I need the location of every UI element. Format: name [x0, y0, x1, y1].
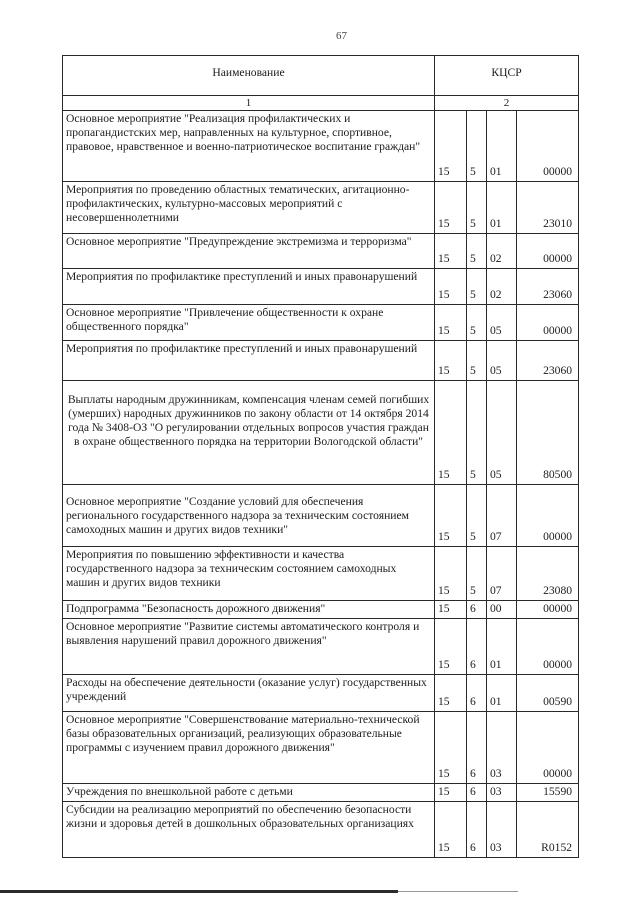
code-direction: 00000: [517, 305, 579, 341]
code-direction: 00000: [517, 111, 579, 182]
code-direction: 80500: [517, 381, 579, 485]
code-event: 03: [487, 802, 517, 858]
code-direction: 00000: [517, 601, 579, 619]
table-row: [63, 485, 579, 547]
code-direction: 23060: [517, 269, 579, 305]
table-row: [63, 784, 579, 802]
code-event: 03: [487, 784, 517, 802]
code-subprogram: 6: [467, 601, 487, 619]
row-name: Субсидии на реализацию мероприятий по обеспечению безопасности жизни и здоровья детей в дошкольных образовательных организациях: [63, 802, 435, 858]
table-row: [63, 712, 579, 784]
row-name: Мероприятия по повышению эффективности и качества государственного надзора за техническим состоянием самоходных машин и других видов техники: [63, 547, 435, 601]
column-number-2: 2: [435, 96, 579, 111]
code-event: 05: [487, 381, 517, 485]
code-event: 00: [487, 601, 517, 619]
row-name: Расходы на обеспечение деятельности (оказание услуг) государственных учреждений: [63, 675, 435, 712]
code-subprogram: 5: [467, 234, 487, 269]
row-name: Мероприятия по профилактике преступлений и иных правонарушений: [63, 269, 435, 305]
table-row: [63, 182, 579, 234]
code-direction: 15590: [517, 784, 579, 802]
code-direction: 23080: [517, 547, 579, 601]
row-name: Основное мероприятие "Реализация профилактических и пропагандистских мер, направленных на культурное, спортивное, правовое, нравственное и военно-патриотическое воспитание граждан": [63, 111, 435, 182]
row-name: Основное мероприятие "Привлечение общественности к охране общественного порядка": [63, 305, 435, 341]
row-name: Основное мероприятие "Предупреждение экстремизма и терроризма": [63, 234, 435, 269]
header-row: [63, 56, 579, 96]
code-event: 07: [487, 547, 517, 601]
table-row: [63, 234, 579, 269]
code-direction: 23060: [517, 341, 579, 381]
row-name: Основное мероприятие "Совершенствование материально-технической базы образовательных организаций, реализующих образовательные программы с изучением правил дорожного движения": [63, 712, 435, 784]
code-event: 02: [487, 234, 517, 269]
column-number-1: 1: [63, 96, 435, 111]
table-row: [63, 341, 579, 381]
row-name: Мероприятия по профилактике преступлений и иных правонарушений: [63, 341, 435, 381]
code-event: 01: [487, 111, 517, 182]
row-name: Мероприятия по проведению областных тематических, агитационно-профилактических, культурно-массовых мероприятий с несовершеннолетними: [63, 182, 435, 234]
column-header-code: КЦСР: [435, 56, 579, 96]
code-subprogram: 6: [467, 675, 487, 712]
table-row: [63, 547, 579, 601]
code-direction: 00000: [517, 619, 579, 675]
code-program: 15: [435, 485, 467, 547]
code-subprogram: 5: [467, 381, 487, 485]
code-direction: 00590: [517, 675, 579, 712]
column-number-row: [63, 96, 579, 111]
code-direction: 00000: [517, 712, 579, 784]
code-program: 15: [435, 182, 467, 234]
code-subprogram: 6: [467, 619, 487, 675]
code-event: 01: [487, 675, 517, 712]
row-name: Учреждения по внешкольной работе с детьми: [63, 784, 435, 802]
code-program: 15: [435, 269, 467, 305]
page-number: 67: [336, 30, 347, 42]
code-subprogram: 5: [467, 111, 487, 182]
code-direction: 00000: [517, 234, 579, 269]
scan-edge-line-thin: [398, 891, 518, 892]
code-event: 05: [487, 341, 517, 381]
code-subprogram: 5: [467, 485, 487, 547]
table-row: [63, 111, 579, 182]
code-event: 07: [487, 485, 517, 547]
code-program: 15: [435, 381, 467, 485]
budget-code-table: [62, 55, 579, 858]
table-row: [63, 305, 579, 341]
table-row: [63, 601, 579, 619]
code-program: 15: [435, 547, 467, 601]
code-subprogram: 5: [467, 182, 487, 234]
code-direction: R0152: [517, 802, 579, 858]
code-program: 15: [435, 784, 467, 802]
code-direction: 00000: [517, 485, 579, 547]
code-subprogram: 6: [467, 784, 487, 802]
code-program: 15: [435, 111, 467, 182]
code-program: 15: [435, 675, 467, 712]
code-program: 15: [435, 712, 467, 784]
column-header-name: Наименование: [63, 56, 435, 96]
code-program: 15: [435, 341, 467, 381]
code-subprogram: 6: [467, 712, 487, 784]
code-direction: 23010: [517, 182, 579, 234]
table-row: [63, 675, 579, 712]
table-row: [63, 269, 579, 305]
code-subprogram: 5: [467, 341, 487, 381]
code-event: 02: [487, 269, 517, 305]
code-program: 15: [435, 802, 467, 858]
code-subprogram: 6: [467, 802, 487, 858]
code-event: 05: [487, 305, 517, 341]
code-subprogram: 5: [467, 305, 487, 341]
table-row: [63, 619, 579, 675]
code-program: 15: [435, 305, 467, 341]
row-name: Основное мероприятие "Развитие системы автоматического контроля и выявления нарушений правил дорожного движения": [63, 619, 435, 675]
scan-edge-line: [0, 890, 398, 893]
table-row: [63, 802, 579, 858]
code-event: 01: [487, 182, 517, 234]
table-row: [63, 381, 579, 485]
code-program: 15: [435, 234, 467, 269]
code-subprogram: 5: [467, 547, 487, 601]
code-program: 15: [435, 601, 467, 619]
code-event: 01: [487, 619, 517, 675]
code-event: 03: [487, 712, 517, 784]
row-name: Основное мероприятие "Создание условий для обеспечения регионального государственного надзора за техническим состоянием самоходных машин и других видов техники": [63, 485, 435, 547]
row-name: Подпрограмма "Безопасность дорожного движения": [63, 601, 435, 619]
row-name: Выплаты народным дружинникам, компенсация членам семей погибших (умерших) народных дружинников по закону области от 14 октября 2014 года № 3408-ОЗ "О регулировании отдельных вопросов участия граждан в охране общественного порядка на территории Вологодской области": [63, 381, 435, 485]
code-program: 15: [435, 619, 467, 675]
code-subprogram: 5: [467, 269, 487, 305]
